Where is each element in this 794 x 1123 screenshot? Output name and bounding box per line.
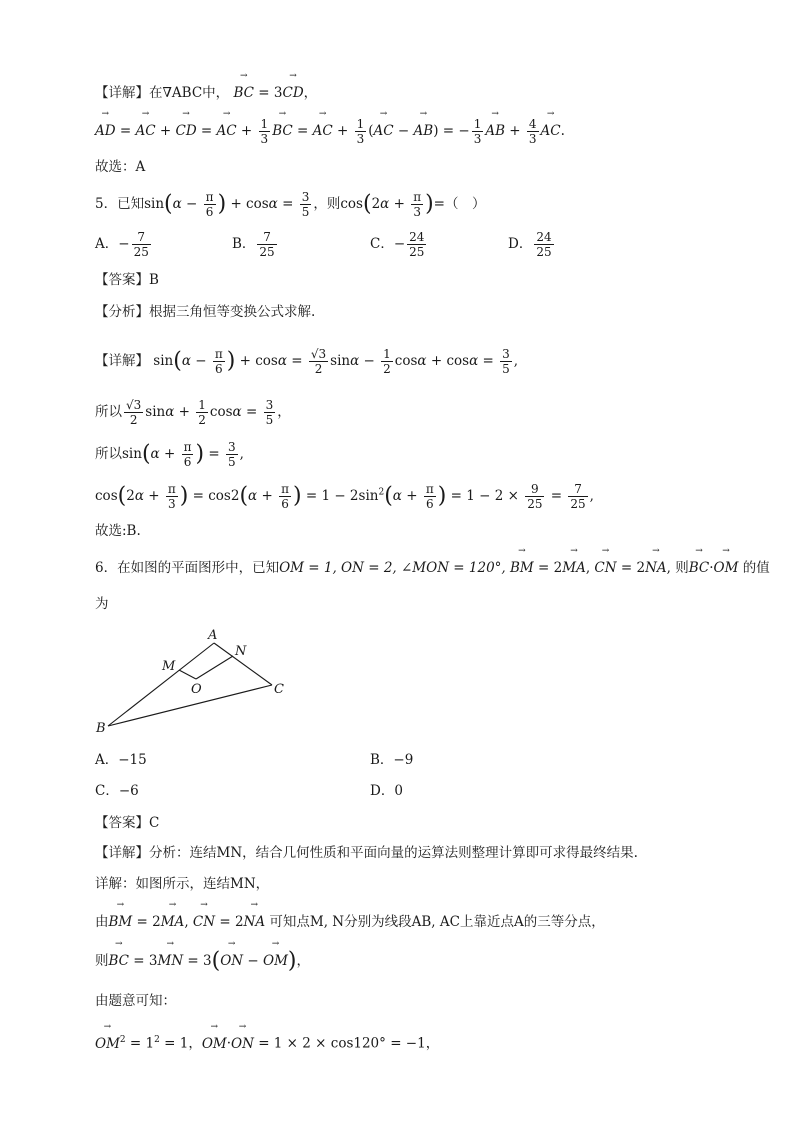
segment-b-c xyxy=(108,685,272,726)
q5-option-a[interactable]: A．− $\frac{7}{25}$ xyxy=(95,230,149,259)
label-o: O xyxy=(191,682,202,697)
q6-by-line: 由→ BM = 2→ MA, → CN = 2→ NA 可知点M, N分别为线段AB, AC上靠近点A的三等分点， xyxy=(95,912,605,932)
q5-option-c[interactable]: C．− $\frac{24}{25}$ xyxy=(370,230,425,259)
q5-detail-1: 【详解】 sin(α − $\frac{\pi}{6}$ ) + cosα = $\frac{√3}{2}$ sinα − $\frac{1}{2}$ cosα + cosα = $\frac{3}{5}$ , xyxy=(95,347,519,376)
q5-option-b[interactable]: B． $\frac{7}{25}$ xyxy=(232,230,275,259)
label-a: A xyxy=(208,628,218,643)
q6-figure xyxy=(90,622,310,737)
q6-final-line: → $OM^2 = 1^2 = 1$，→ OM·→ ON = 1 × 2 × cos120° = −1， xyxy=(95,1030,439,1054)
q5-option-d[interactable]: D． $\frac{24}{25}$ xyxy=(508,230,552,259)
segment-m-o xyxy=(179,670,196,679)
label-n: N xyxy=(235,644,247,659)
detail-tag: 【详解】 xyxy=(95,85,149,101)
s4-choose: 故选：A xyxy=(95,159,146,175)
q5-stem: 5．已知sin(α − $\frac{\pi}{6}$ ) + cosα = $\frac{3}{5}$ ，则cos(2α + $\frac{\pi}{3}$ )=（ ） xyxy=(95,190,486,219)
answer-tag: 【答案】 xyxy=(95,272,149,288)
q6-from-problem: 由题意可知： xyxy=(95,993,176,1009)
analysis-tag: 【分析】 xyxy=(95,304,149,320)
s4-detail-text: 在∇ABC中， xyxy=(149,85,230,101)
q6-option-b[interactable]: B．−9 xyxy=(370,752,414,768)
q6-answer: 【答案】C xyxy=(95,815,160,831)
q5-analysis: 【分析】根据三角恒等变换公式求解. xyxy=(95,304,316,320)
q6-number: 6． xyxy=(95,560,118,576)
q6-option-d[interactable]: D．0 xyxy=(370,783,403,799)
q6-then-line: 则→ BC = 3→ MN = 3(→ ON − → OM)， xyxy=(95,951,310,972)
s4-ad-chain: → AD = → AC + → CD = → AC + $\frac{1}{3}$ → BC = → AC + $\frac{1}{3}$ (→ AC − → AB) = − $\frac{1}{3}$ → AB + $\frac{4}{3}$ → AC. xyxy=(95,117,565,146)
q6-detail-intro: 【详解】分析：连结MN，结合几何性质和平面向量的运算法则整理计算即可求得最终结果. xyxy=(95,845,638,861)
q5-number: 5． xyxy=(95,196,118,212)
q5-detail-2: 所以 $\frac{√3}{2}$ sinα + $\frac{1}{2}$ cosα = $\frac{3}{5}$ ， xyxy=(95,398,291,427)
q6-stem-line2: 为 xyxy=(95,596,109,612)
q6-option-c[interactable]: C．−6 xyxy=(95,783,139,799)
q5-detail-4: cos(2α + $\frac{\pi}{3}$ ) = cos2(α + $\frac{\pi}{6}$ ) = $1 - 2\sin^2(\alpha$ + $\frac{\pi}{6}$ ) = 1 − 2 × $\frac{9}{25}$ = $\frac{7}{25}$ , xyxy=(95,482,594,511)
q5-detail-3: 所以sin(α + $\frac{\pi}{6}$ ) = $\frac{3}{5}$ , xyxy=(95,440,244,469)
q6-detail-line: 详解：如图所示，连结MN， xyxy=(95,876,270,892)
segment-o-n xyxy=(196,656,233,679)
label-m: M xyxy=(162,659,176,674)
q5-choose: 故选:B. xyxy=(95,523,141,539)
q5-answer: 【答案】B xyxy=(95,272,159,288)
s4-detail-line: 【详解】在∇ABC中， → BC = 3→ CD， xyxy=(95,83,317,103)
label-c: C xyxy=(274,682,284,697)
label-b: B xyxy=(96,721,106,736)
q6-stem: 6．在如图的平面图形中，已知OM = 1, ON = 2, ∠MON = 120°, → BM = 2→ MA, → CN = 2→ NA, 则→ BC·→ OM 的值 xyxy=(95,558,770,578)
q6-option-a[interactable]: A．−15 xyxy=(95,752,147,768)
